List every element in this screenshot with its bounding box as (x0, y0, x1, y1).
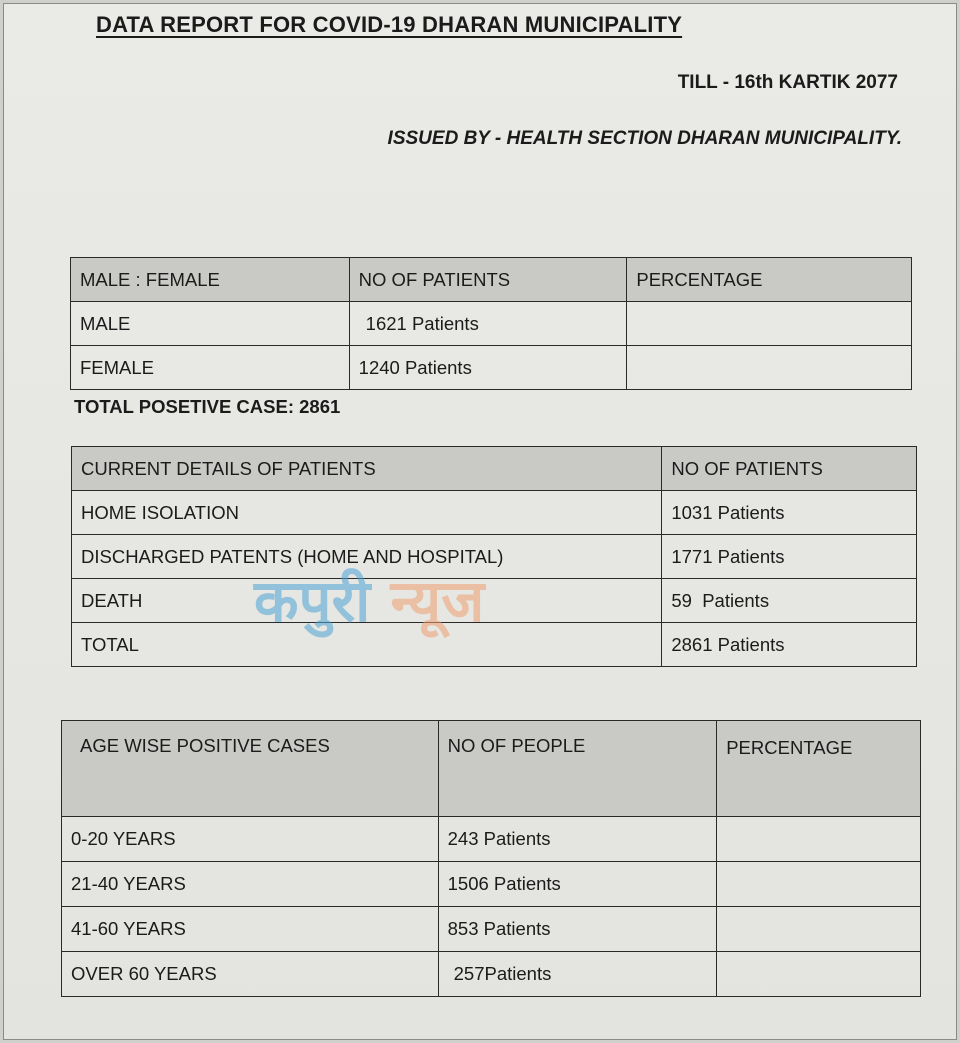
table-row (71, 302, 912, 346)
table-header: NO OF PATIENTS (662, 447, 917, 491)
table-header: CURRENT DETAILS OF PATIENTS (72, 447, 662, 491)
age-wise-table (61, 720, 921, 997)
table-cell (717, 817, 921, 862)
watermark-part-1: कपुरी (254, 567, 371, 635)
table-cell: 41-60 YEARS (62, 907, 439, 952)
table-cell: 2861 Patients (662, 623, 917, 667)
table-cell (717, 952, 921, 997)
issued-by: ISSUED BY - HEALTH SECTION DHARAN MUNICIPALITY. (387, 128, 902, 149)
table-header-row (71, 258, 912, 302)
table-row (72, 535, 917, 579)
table-cell: 1240 Patients (349, 346, 627, 390)
watermark-logo (254, 567, 485, 635)
table-cell: 1506 Patients (438, 862, 717, 907)
table-cell (717, 862, 921, 907)
table-row (62, 862, 921, 907)
table-cell: HOME ISOLATION (72, 491, 662, 535)
table-header: MALE : FEMALE (71, 258, 350, 302)
current-details-table (71, 446, 917, 667)
table-header-row (72, 447, 917, 491)
table-header: NO OF PEOPLE (438, 721, 717, 817)
table-cell: 59 Patients (662, 579, 917, 623)
table-row (62, 952, 921, 997)
table-row (71, 346, 912, 390)
report-title: DATA REPORT FOR COVID-19 DHARAN MUNICIPALITY (96, 12, 683, 37)
table-cell (717, 907, 921, 952)
table-row (62, 817, 921, 862)
table-cell: OVER 60 YEARS (62, 952, 439, 997)
gender-table (70, 257, 912, 390)
table-cell: TOTAL (72, 623, 662, 667)
report-date: TILL - 16th KARTIK 2077 (677, 72, 898, 93)
table-cell: FEMALE (71, 346, 350, 390)
table-cell: 257Patients (438, 952, 717, 997)
table-cell: MALE (71, 302, 350, 346)
table-cell: 243 Patients (438, 817, 717, 862)
table-header: NO OF PATIENTS (349, 258, 627, 302)
table-cell (627, 302, 912, 346)
table-cell: 0-20 YEARS (62, 817, 439, 862)
table-cell: 853 Patients (438, 907, 717, 952)
table-cell: 21-40 YEARS (62, 862, 439, 907)
table-header-row (62, 721, 921, 817)
table-cell (627, 346, 912, 390)
table-cell: 1621 Patients (349, 302, 627, 346)
table-header: AGE WISE POSITIVE CASES (62, 721, 439, 817)
table-header: PERCENTAGE (717, 721, 921, 817)
table-cell: 1031 Patients (662, 491, 917, 535)
table-header: PERCENTAGE (627, 258, 912, 302)
total-positive-case: TOTAL POSETIVE CASE: 2861 (74, 396, 341, 417)
table-row (62, 907, 921, 952)
table-row (72, 491, 917, 535)
table-row (72, 579, 917, 623)
watermark-part-2: न्यूज (390, 567, 485, 635)
table-cell: DEATH (72, 579, 662, 623)
table-cell: 1771 Patients (662, 535, 917, 579)
table-row (72, 623, 917, 667)
document-page (3, 3, 957, 1040)
table-cell: DISCHARGED PATENTS (HOME AND HOSPITAL) (72, 535, 662, 579)
